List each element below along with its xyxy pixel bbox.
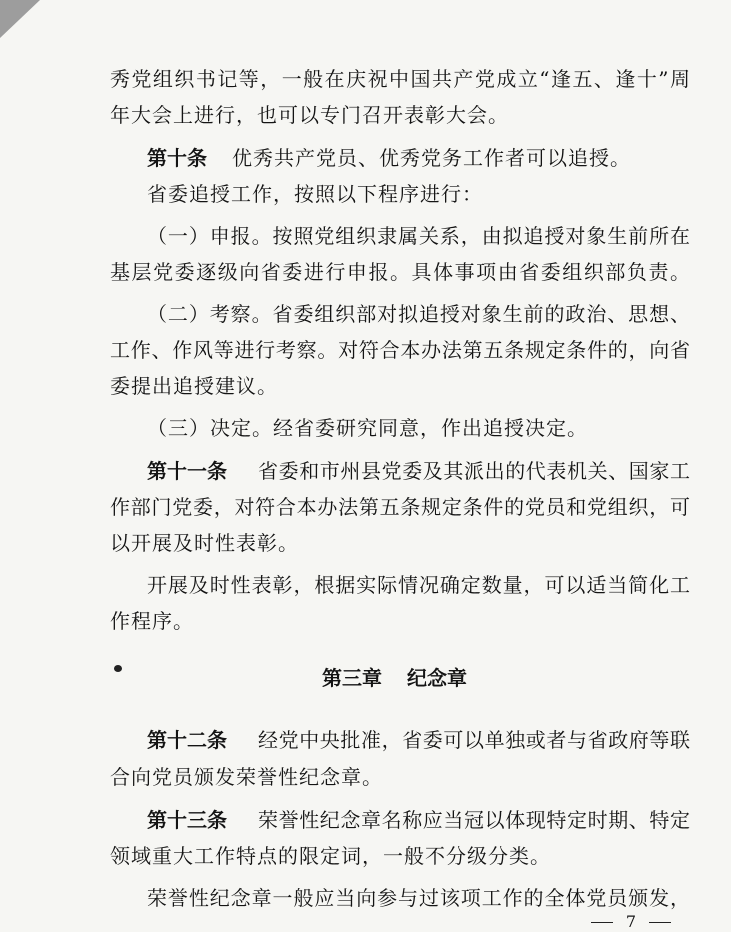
text-line bbox=[0, 179, 731, 209]
paragraph-text: 开展及时性表彰，根据实际情况确定数量，可以适当简化工 bbox=[147, 573, 690, 597]
article-text: 优秀共产党员、优秀党务工作者可以追授。 bbox=[232, 146, 631, 170]
text-line bbox=[0, 883, 731, 913]
text-line bbox=[0, 762, 731, 792]
article-text: 省委和市州县党委及其派出的代表机关、国家工 bbox=[258, 459, 690, 483]
article-text: 荣誉性纪念章名称应当冠以体现特定时期、特定 bbox=[258, 808, 690, 832]
article-11 bbox=[0, 456, 731, 486]
article-heading: 第十一条 bbox=[147, 459, 227, 483]
article-heading: 第十三条 bbox=[147, 808, 227, 832]
text-line bbox=[0, 221, 731, 251]
paragraph-text: （一）申报。按照党组织隶属关系，由拟追授对象生前所在 bbox=[147, 224, 690, 248]
text-line bbox=[0, 528, 731, 558]
chapter-heading bbox=[0, 663, 731, 693]
article-12 bbox=[0, 725, 731, 755]
text-line bbox=[0, 606, 731, 636]
chapter-number: 第三章 bbox=[322, 666, 382, 690]
text-line bbox=[0, 841, 731, 871]
page-number-text: 7 bbox=[625, 912, 637, 931]
article-heading: 第十二条 bbox=[147, 728, 227, 752]
paragraph-text: 合向党员颁发荣誉性纪念章。 bbox=[110, 765, 383, 789]
article-10 bbox=[0, 143, 731, 173]
chapter-title: 纪念章 bbox=[407, 666, 467, 690]
text-line bbox=[0, 64, 731, 94]
text-line bbox=[0, 492, 731, 522]
page-number bbox=[591, 912, 671, 932]
dash-left bbox=[591, 922, 613, 923]
scan-shadow bbox=[0, 0, 40, 38]
article-heading: 第十条 bbox=[147, 146, 207, 170]
paragraph-text: 年大会上进行，也可以专门召开表彰大会。 bbox=[110, 103, 509, 127]
paragraph-text: （三）决定。经省委研究同意，作出追授决定。 bbox=[147, 416, 588, 440]
paragraph-text: （二）考察。省委组织部对拟追授对象生前的政治、思想、 bbox=[147, 302, 690, 326]
text-line bbox=[0, 413, 731, 443]
text-line bbox=[0, 257, 731, 287]
article-13 bbox=[0, 805, 731, 835]
paragraph-text: 以开展及时性表彰。 bbox=[110, 531, 299, 555]
article-text: 经党中央批准，省委可以单独或者与省政府等联 bbox=[258, 728, 690, 752]
paragraph-text: 领域重大工作特点的限定词，一般不分级分类。 bbox=[110, 844, 551, 868]
paragraph-text: 委提出追授建议。 bbox=[110, 374, 278, 398]
dash-right bbox=[649, 922, 671, 923]
text-line bbox=[0, 371, 731, 401]
paragraph-text: 作部门党委，对符合本办法第五条规定条件的党员和党组织，可 bbox=[110, 495, 690, 519]
text-line bbox=[0, 335, 731, 365]
text-line bbox=[0, 299, 731, 329]
paragraph-text: 作程序。 bbox=[110, 609, 194, 633]
text-line bbox=[0, 570, 731, 600]
text-line bbox=[0, 100, 731, 130]
paragraph-text: 秀党组织书记等，一般在庆祝中国共产党成立“逢五、逢十”周 bbox=[110, 67, 690, 91]
paragraph-text: 荣誉性纪念章一般应当向参与过该项工作的全体党员颁发， bbox=[147, 886, 690, 910]
paragraph-text: 工作、作风等进行考察。对符合本办法第五条规定条件的，向省 bbox=[110, 338, 690, 362]
paragraph-text: 基层党委逐级向省委进行申报。具体事项由省委组织部负责。 bbox=[110, 260, 690, 284]
paragraph-text: 省委追授工作，按照以下程序进行： bbox=[147, 182, 483, 206]
